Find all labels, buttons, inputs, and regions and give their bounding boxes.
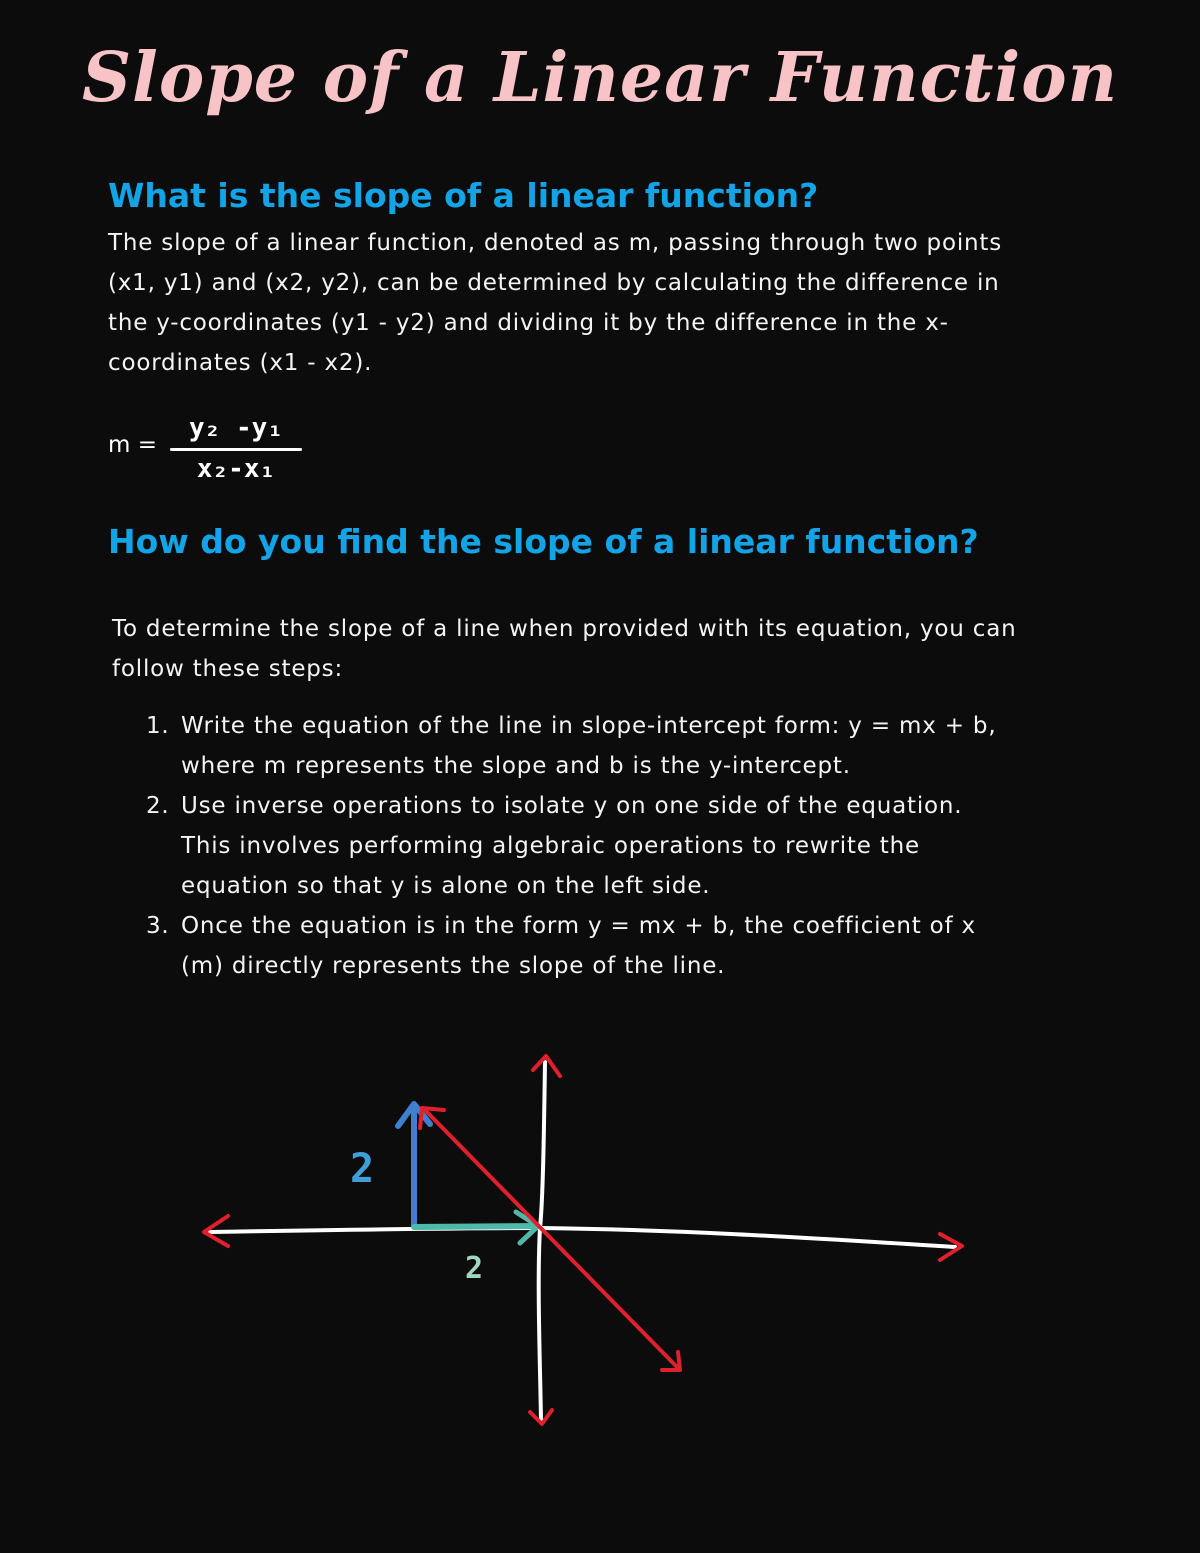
steps-intro-paragraph: To determine the slope of a line when provided with its equation, you can follow these steps: [112,616,1017,682]
run-segment [414,1212,538,1243]
step-number: 2. [146,793,170,819]
step-item [140,706,1000,786]
fraction-bar [170,448,302,451]
section-heading-what-is-slope: What is the slope of a linear function? [108,176,819,215]
step-item [140,906,1000,986]
step-text: Write the equation of the line in slope-intercept form: y = mx + b, where m represents the slope and b is the y-intercept. [181,713,997,779]
rise-label: 2 [349,1146,375,1192]
page-title: Slope of a Linear Function [81,38,1119,118]
step-number: 1. [146,713,170,739]
definition-paragraph: The slope of a linear function, denoted as m, passing through two points (x1, y1) and (x2, y2), can be determined by calculating the difference in the y-coordinates (y1 - y2) and dividing it by the difference in the x-coordinates (x1 - x2). [108,230,1002,376]
run-label: 2 [464,1251,484,1286]
formula-fraction [170,412,302,485]
y-axis [539,1062,545,1420]
steps-list [140,706,1000,986]
step-text: Use inverse operations to isolate y on one side of the equation. This involves performing algebraic operations to rewrite the equation so that y is alone on the left side. [181,793,963,899]
formula-lhs: m = [108,432,157,458]
slope-line [420,1108,680,1370]
rise-segment [398,1104,430,1225]
x-axis [210,1228,955,1247]
slope-formula [108,412,328,502]
step-number: 3. [146,913,170,939]
formula-numerator: y₂ -y₁ [189,413,283,443]
step-item [140,786,1000,906]
step-text: Once the equation is in the form y = mx + b, the coefficient of x (m) directly represents the slope of the line. [181,913,976,979]
formula-denominator: x₂-x₁ [196,454,276,484]
slope-sketch-graph [0,1040,1200,1440]
section-heading-how-to-find-slope: How do you find the slope of a linear function? [108,522,979,561]
